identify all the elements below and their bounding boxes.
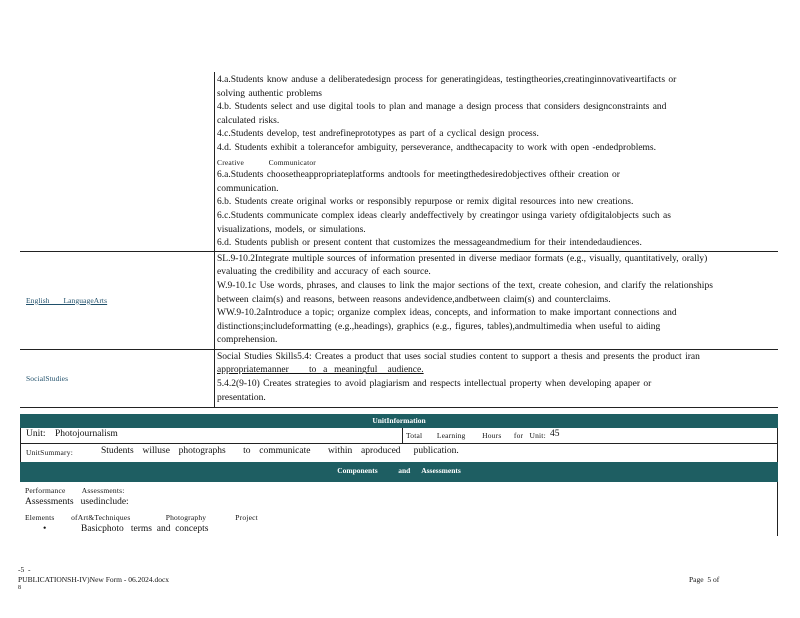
unit-information-title: UnitInformation: [20, 414, 778, 428]
standard-line: comprehension.: [217, 335, 278, 346]
standard-line: 6.b. Students create original works or responsibly repurpose or remix digital resources into new creations.: [217, 197, 634, 208]
standard-line: evaluating the credibility and accuracy of each source.: [217, 267, 431, 278]
unit-title-row: [20, 428, 778, 444]
standard-line: 4.a.Students know anduse a deliberatedesign process for generatingideas, testingtheories,creatinginnovativeartifacts or: [217, 75, 677, 85]
assessments-used-include: Assessments usedinclude:: [25, 497, 129, 507]
iste-standards-text: [215, 72, 779, 251]
standard-line: between claim(s) and reasons, between reasons andevidence,andbetween claim(s) and counterclaims.: [217, 294, 611, 305]
standard-line: calculated risks.: [217, 115, 280, 126]
standards-table: [20, 72, 778, 408]
components-assessments-header: [20, 462, 778, 482]
performance-assessments-label: Performance Assessments:: [25, 486, 125, 495]
social-studies-standards-text: [215, 349, 779, 407]
footer-mark: 8: [18, 585, 21, 591]
standard-line: Social Studies Skills5.4: Creates a product that uses social studies content to support a thesis and presents the product iran: [217, 351, 700, 362]
standard-category-heading: Creative Communicator: [217, 157, 316, 167]
total-hours-value: 45: [550, 429, 560, 439]
standard-line: 6.c.Students communicate complex ideas clearly andeffectively by creatingor usinga variety ofdigitalobjects such as: [217, 210, 671, 221]
bullet-icon: •: [43, 524, 47, 534]
standard-line: 6.d. Students publish or present content that customizes the messageandmedium for their intendedaudiences.: [217, 238, 642, 249]
iste-standards-row: [20, 72, 778, 251]
social-studies-label: SocialStudies: [26, 374, 69, 384]
standard-line: distinctions;includeformatting (e.g.,headings), graphics (e.g., figures, tables),andmultimedia when useful to aiding: [217, 321, 661, 332]
standard-line: 4.b. Students select and use digital tools to plan and manage a design process that considers designconstraints and: [217, 102, 667, 113]
footer-page-number: -5 -: [18, 565, 31, 574]
standard-line: appropriatemanner to a meaningful audience.: [217, 365, 424, 376]
unit-value: Photojournalism: [55, 429, 118, 439]
standard-line: 6.a.Students choosetheappropriateplatforms andtools for meetingthedesiredobjectives oftheir creation or: [217, 170, 620, 181]
standard-line: SL.9-10.2Integrate multiple sources of information presented in diverse mediaor formats (e.g., visually, quantitatively, orally): [217, 253, 708, 264]
unit-label: Unit:: [26, 429, 46, 439]
english-standards-text: [215, 251, 779, 349]
total-hours-label: Total Learning Hours for Unit:: [406, 431, 546, 440]
standard-line: solving authentic problems: [217, 88, 322, 99]
unit-information-header: [20, 414, 778, 428]
row-label-cell: [20, 251, 215, 349]
performance-assessments-cell: [20, 482, 778, 536]
standard-line: visualizations, models, or simulations.: [217, 224, 366, 235]
elements-of-art-line: Elements ofArt&Techniques Photography Project: [25, 513, 258, 522]
unit-summary-label: UnitSummary:: [26, 448, 73, 457]
social-studies-standards-row: [20, 349, 778, 407]
standard-line: WW.9-10.2aIntroduce a topic; organize complex ideas, concepts, and information to make important connections and: [217, 308, 677, 319]
standard-line: 4.d. Students exhibit a tolerancefor ambiguity, perseverance, andthecapacity to work with open -endedproblems.: [217, 142, 657, 153]
english-standards-row: [20, 251, 778, 349]
standard-line: W.9-10.1c Use words, phrases, and clauses to link the major sections of the text, create cohesion, and clarify the relationships: [217, 280, 713, 291]
row-label-cell: [20, 72, 215, 251]
unit-summary-text: Students willuse photographs to communicate within aproduced publication.: [101, 446, 459, 456]
row-label-cell: [20, 349, 215, 407]
footer-page-of: Page 5 of: [689, 575, 720, 584]
standard-line: 5.4.2(9-10) Creates strategies to avoid plagiarism and respects intellectual property when developing apaper or: [217, 379, 652, 390]
cell-divider: [402, 428, 403, 444]
unit-summary-row: [20, 444, 778, 462]
components-assessments-title: Components and Assessments: [20, 462, 778, 482]
standard-line: 4.c.Students develop, test andrefineprototypes as part of a cyclical design process.: [217, 129, 539, 140]
footer-file-path: PUBLICATIONSH-IV)New Form - 06.2024.docx: [18, 575, 170, 584]
standard-line: communication.: [217, 183, 279, 194]
standard-line: presentation.: [217, 392, 266, 403]
bullet-item-text: Basicphoto terms and concepts: [81, 524, 209, 534]
english-language-arts-label: English LanguageArts: [26, 295, 108, 305]
